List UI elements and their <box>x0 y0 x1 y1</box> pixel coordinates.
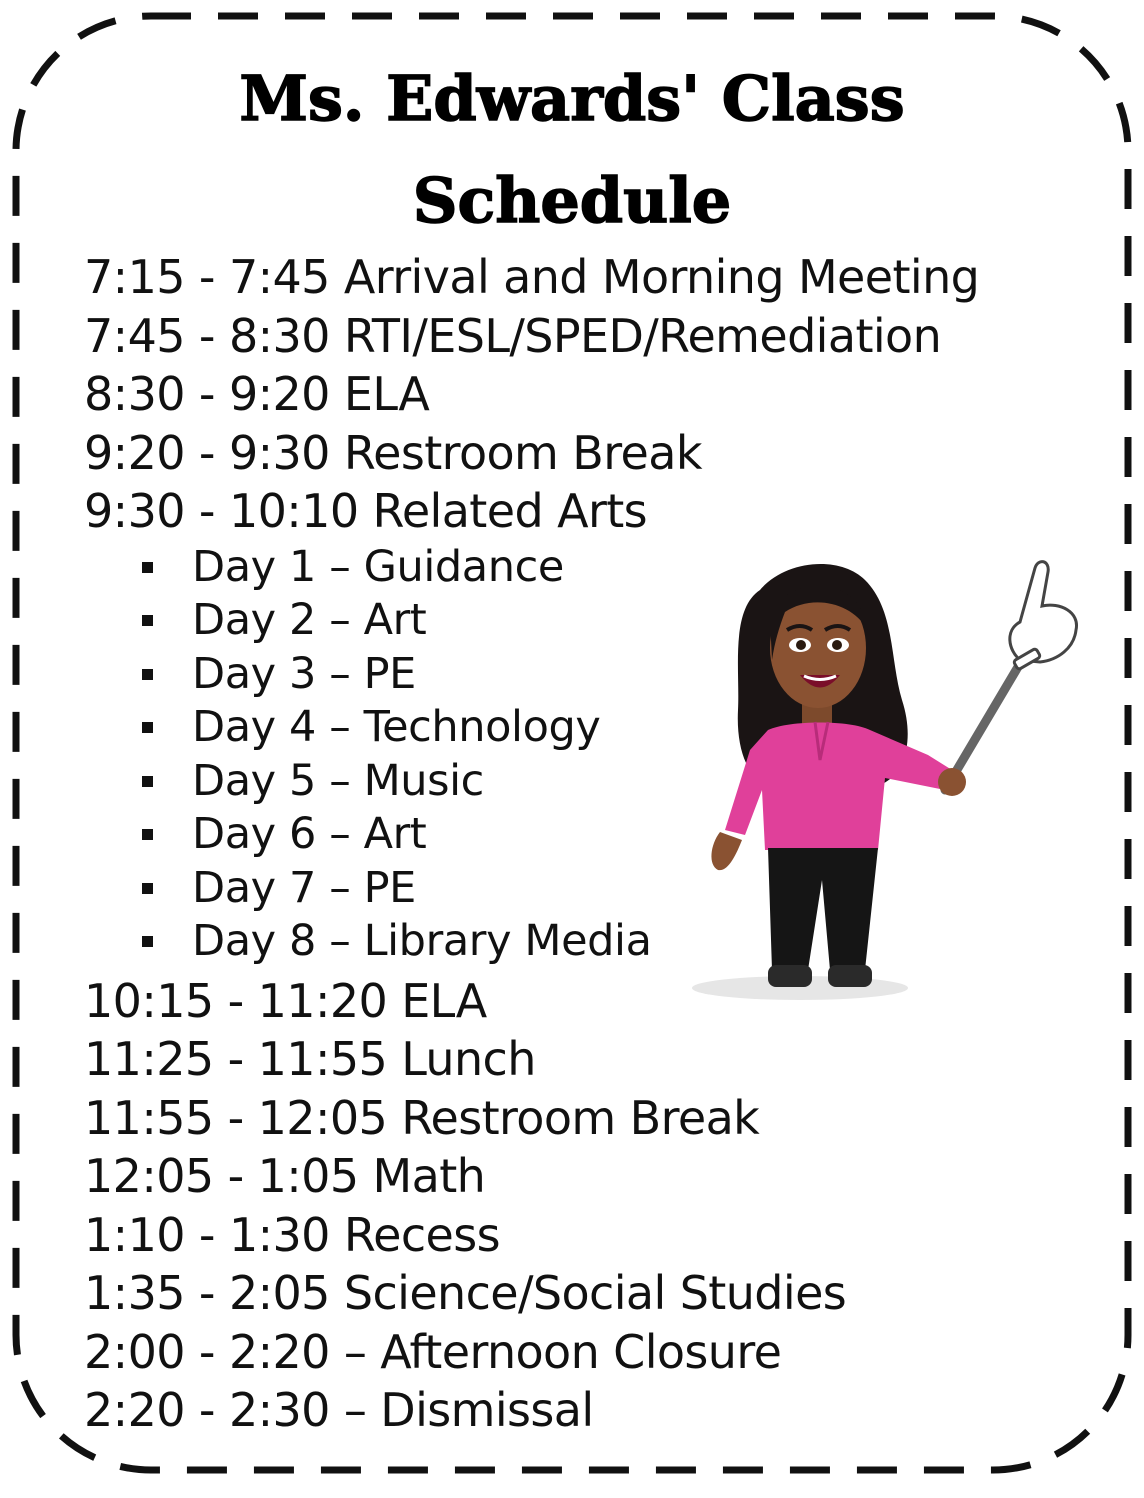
related-arts-item: Day 7 – PE <box>84 862 1084 916</box>
teacher-avatar-icon <box>690 550 1090 1020</box>
schedule-time: 7:15 - 7:45 <box>84 250 330 304</box>
related-arts-item: Day 6 – Art <box>84 808 1084 862</box>
schedule-activity: Related Arts <box>372 484 648 538</box>
schedule-row <box>84 1264 1084 1323</box>
schedule-activity: – Dismissal <box>343 1383 594 1437</box>
related-arts-item: Day 4 – Technology <box>84 701 1084 755</box>
schedule-activity: Recess <box>343 1207 500 1262</box>
square-bullet-icon <box>142 562 153 573</box>
schedule-time: 2:00 - 2:20 <box>84 1324 330 1379</box>
schedule-row <box>84 248 1084 307</box>
schedule-time: 11:55 - 12:05 <box>84 1090 388 1145</box>
square-bullet-icon <box>142 936 153 947</box>
schedule-activity: Arrival and Morning Meeting <box>343 250 980 304</box>
schedule-row <box>84 1030 1084 1089</box>
related-arts-item: Day 3 – PE <box>84 648 1084 702</box>
schedule-activity: – Afternoon Closure <box>343 1324 782 1379</box>
schedule-activity: Lunch <box>401 1032 536 1086</box>
schedule-activity: Math <box>372 1149 486 1203</box>
schedule-activity: Restroom Break <box>401 1090 760 1145</box>
schedule-row <box>84 424 1084 483</box>
schedule-time: 2:20 - 2:30 <box>84 1383 330 1437</box>
schedule-row <box>84 482 1084 541</box>
schedule-time: 7:45 - 8:30 <box>84 308 330 363</box>
page-title-line-1: Ms. Edwards' Class <box>239 62 905 135</box>
schedule-row <box>84 1206 1084 1265</box>
schedule-activity: ELA <box>401 973 487 1028</box>
schedule-time: 1:10 - 1:30 <box>84 1207 330 1262</box>
schedule-time: 10:15 - 11:20 <box>84 973 388 1028</box>
schedule-row <box>84 1089 1084 1148</box>
schedule-time: 9:30 - 10:10 <box>84 484 359 538</box>
schedule-row <box>84 1147 1084 1206</box>
square-bullet-icon <box>142 669 153 680</box>
schedule-time: 9:20 - 9:30 <box>84 425 330 480</box>
schedule-time: 11:25 - 11:55 <box>84 1032 388 1086</box>
related-arts-item: Day 1 – Guidance <box>84 541 1084 595</box>
square-bullet-icon <box>142 615 153 626</box>
square-bullet-icon <box>142 722 153 733</box>
related-arts-item: Day 2 – Art <box>84 594 1084 648</box>
page-title-line-2: Schedule <box>412 164 732 237</box>
schedule-activity: Science/Social Studies <box>343 1266 847 1320</box>
square-bullet-icon <box>142 776 153 787</box>
schedule-time: 12:05 - 1:05 <box>84 1149 359 1203</box>
schedule-row <box>84 1381 1084 1440</box>
schedule-row <box>84 365 1084 424</box>
schedule-time: 1:35 - 2:05 <box>84 1266 330 1320</box>
schedule-row <box>84 307 1084 366</box>
schedule-activity: Restroom Break <box>343 425 702 480</box>
square-bullet-icon <box>142 829 153 840</box>
related-arts-item: Day 5 – Music <box>84 755 1084 809</box>
schedule-activity: ELA <box>343 367 430 421</box>
schedule-time: 8:30 - 9:20 <box>84 367 330 421</box>
related-arts-item: Day 8 – Library Media <box>84 915 1084 969</box>
schedule-activity: RTI/ESL/SPED/Remediation <box>343 308 942 363</box>
square-bullet-icon <box>142 883 153 894</box>
schedule-row <box>84 1323 1084 1382</box>
